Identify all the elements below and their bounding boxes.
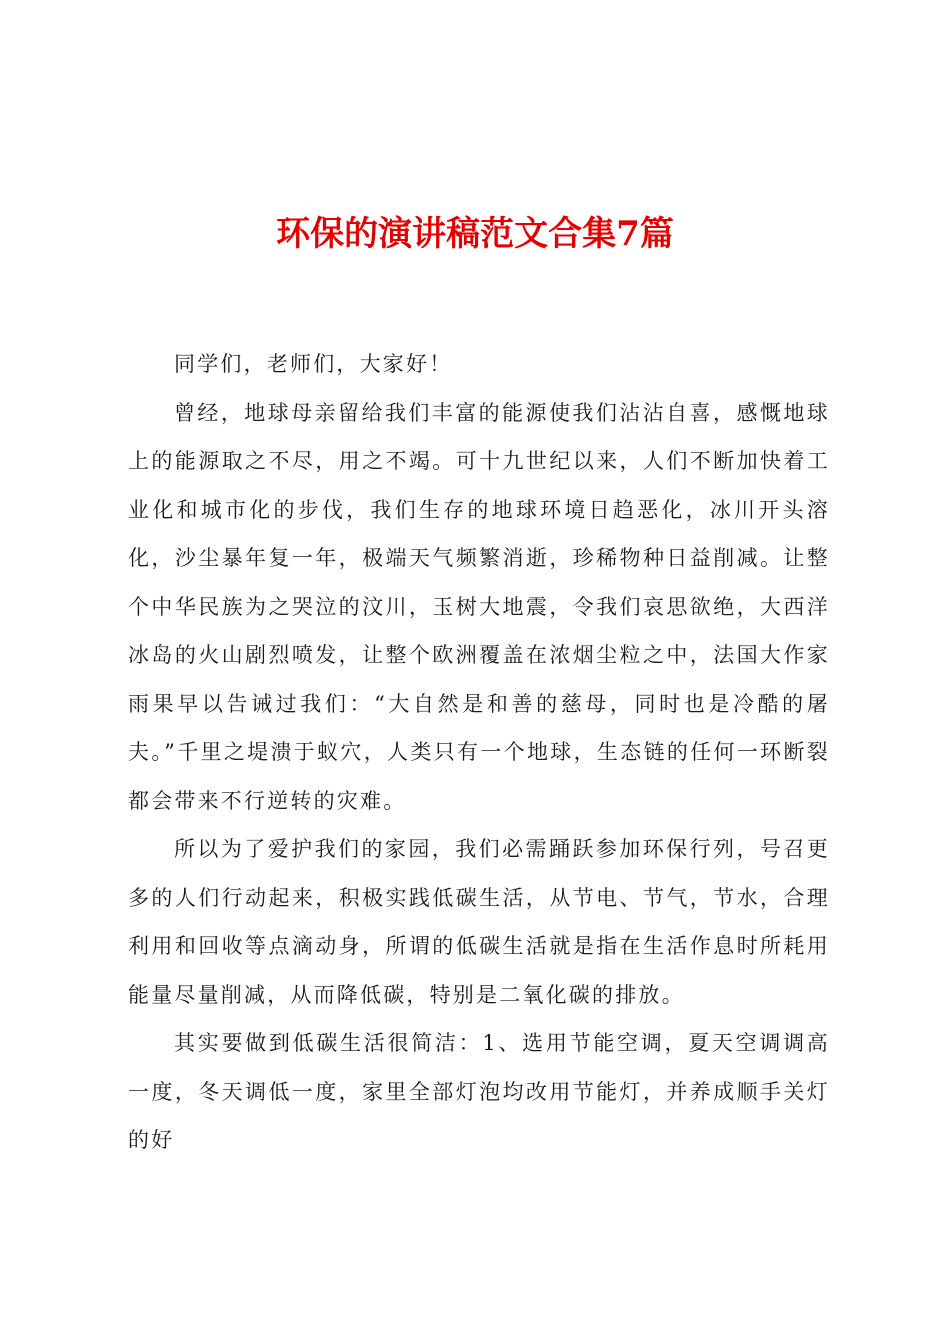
paragraph-low-carbon-call: 所以为了爱护我们的家园，我们必需踊跃参加环保行列，号召更多的人们行动起来，积极实践低碳生活，从节电、节气，节水，合理利用和回收等点滴动身，所谓的低碳生活就是指在生活作息时所耗用能量尽量削减，从而降低碳，特别是二氧化碳的排放。 (128, 837, 830, 1007)
document-title: 环保的演讲稿范文合集7篇 (276, 214, 674, 254)
paragraph-low-carbon-tips: 其实要做到低碳生活很简洁：1、选用节能空调，夏天空调调高一度，冬天调低一度，家里全部灯泡均改用节能灯，并养成顺手关灯的好 (128, 1031, 830, 1152)
paragraph-greeting: 同学们，老师们，大家好！ (174, 352, 453, 376)
paragraph-earth-crisis: 曾经，地球母亲留给我们丰富的能源使我们沾沾自喜，感慨地球上的能源取之不尽，用之不竭。可十九世纪以来，人们不断加快着工业化和城市化的步伐，我们生存的地球环境日趋恶化，冰川开头溶化，沙尘暴年复一年，极端天气频繁消逝，珍稀物种日益削减。让整个中华民族为之哭泣的汶川，玉树大地震，令我们哀思欲绝，大西洋冰岛的火山剧烈喷发，让整个欧洲覆盖在浓烟尘粒之中，法国大作家雨果早以告诫过我们：“大自然是和善的慈母，同时也是冷酷的屠夫。”千里之堤溃于蚁穴，人类只有一个地球，生态链的任何一环断裂都会带来不行逆转的灾难。 (128, 400, 830, 813)
document-body (128, 340, 830, 1165)
